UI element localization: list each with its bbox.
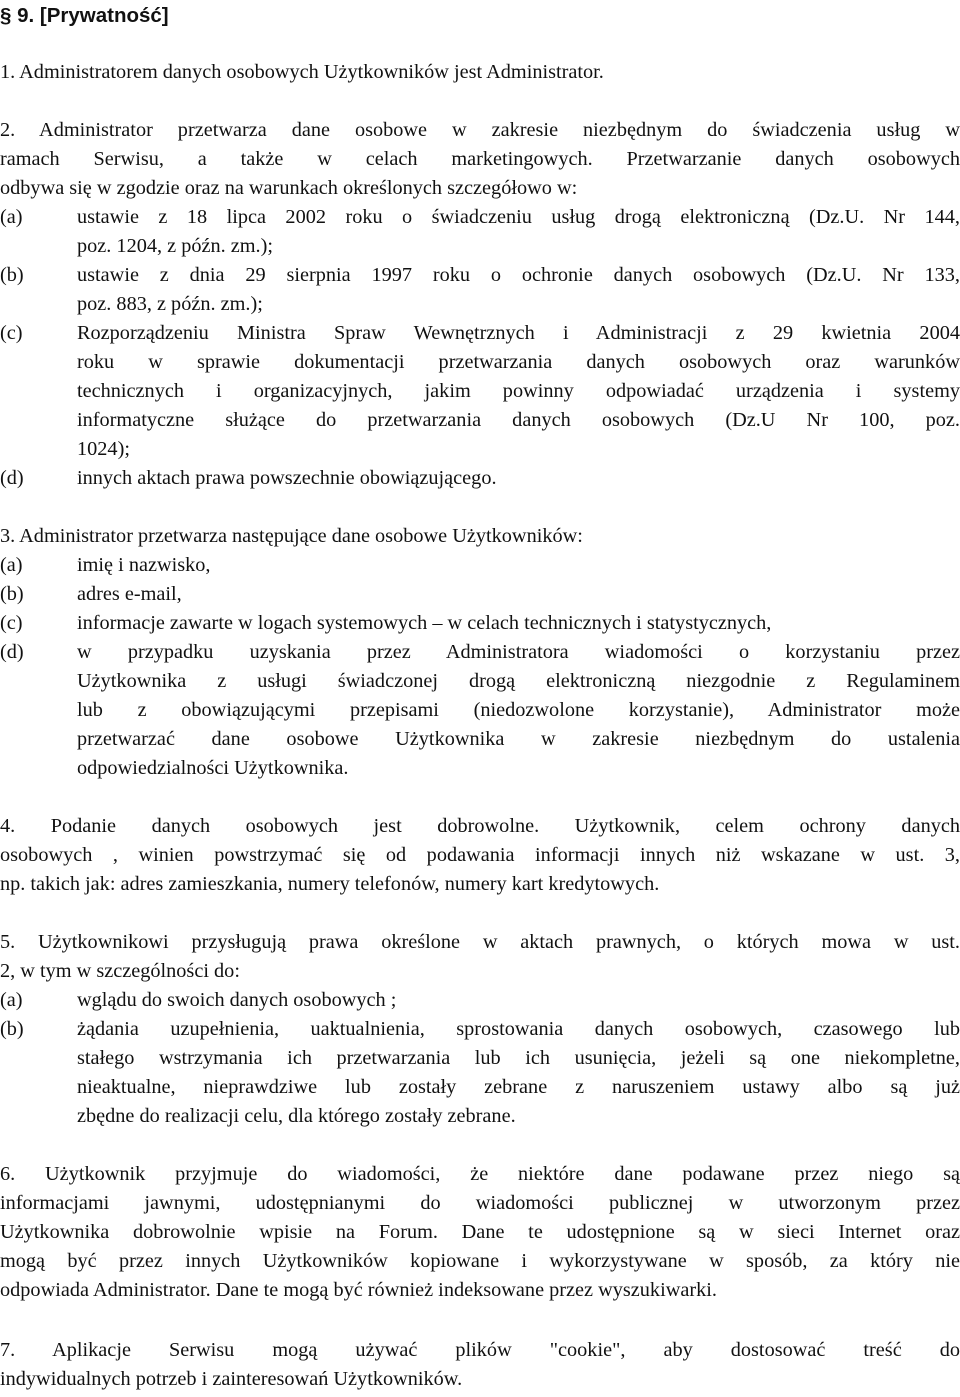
list-item-text: poz. 883, z późn. zm.);: [77, 293, 263, 315]
list-item-text: roku w sprawie dokumentacji przetwarzania danych osobowych oraz warunków: [77, 351, 960, 373]
list-item-label: (b): [0, 1018, 24, 1040]
paragraph-5-line: 2, w tym w szczególności do:: [0, 960, 240, 982]
list-item-text: informatyczne służące do przetwarzania danych osobowych (Dz.U Nr 100, poz.: [77, 409, 960, 431]
list-item-text: Użytkownika z usługi świadczonej drogą elektroniczną niezgodnie z Regulaminem: [77, 670, 960, 692]
paragraph-7-line: 7. Aplikacje Serwisu mogą używać plików "cookie", aby dostosować treść do: [0, 1339, 960, 1361]
paragraph-4-line: osobowych , winien powstrzymać się od podawania informacji innych niż wskazane w ust. 3,: [0, 844, 960, 866]
list-item-label: (c): [0, 612, 23, 634]
list-item-text: wglądu do swoich danych osobowych ;: [77, 989, 397, 1011]
paragraph-6-line: informacjami jawnymi, udostępnianymi do wiadomości publicznej w utworzonym przez: [0, 1192, 960, 1214]
list-item-label: (c): [0, 322, 23, 344]
list-item-text: informacje zawarte w logach systemowych – w celach technicznych i statystycznych,: [77, 612, 772, 634]
list-item-label: (a): [0, 989, 23, 1011]
paragraph-4-line: 4. Podanie danych osobowych jest dobrowolne. Użytkownik, celem ochrony danych: [0, 815, 960, 837]
list-item-label: (a): [0, 206, 23, 228]
list-item-label: (d): [0, 467, 24, 489]
list-item-text: odpowiedzialności Użytkownika.: [77, 757, 349, 779]
list-item-text: stałego wstrzymania ich przetwarzania lub ich usunięcia, jeżeli są one niekompletne,: [77, 1047, 960, 1069]
paragraph-2-line: ramach Serwisu, a także w celach marketingowych. Przetwarzanie danych osobowych: [0, 148, 960, 170]
list-item-text: imię i nazwisko,: [77, 554, 211, 576]
list-item-text: adres e-mail,: [77, 583, 182, 605]
paragraph-6-line: mogą być przez innych Użytkowników kopiowane i wykorzystywane w sposób, za który nie: [0, 1250, 960, 1272]
paragraph-4-line: np. takich jak: adres zamieszkania, numery telefonów, numery kart kredytowych.: [0, 873, 660, 895]
list-item-label: (b): [0, 583, 24, 605]
list-item-text: lub z obowiązującymi przepisami (niedozwolone korzystanie), Administrator może: [77, 699, 960, 721]
list-item-text: przetwarzać dane osobowe Użytkownika w zakresie niezbędnym do ustalenia: [77, 728, 960, 750]
paragraph-2-line: odbywa się w zgodzie oraz na warunkach określonych szczegółowo w:: [0, 177, 578, 199]
paragraph-6-line: 6. Użytkownik przyjmuje do wiadomości, że niektóre dane podawane przez niego są: [0, 1163, 960, 1185]
paragraph-2-line: 2. Administrator przetwarza dane osobowe w zakresie niezbędnym do świadczenia usług w: [0, 119, 960, 141]
list-item-text: nieaktualne, nieprawdziwe lub zostały zebrane z naruszeniem ustawy albo są już: [77, 1076, 960, 1098]
list-item-text: 1024);: [77, 438, 130, 460]
list-item-text: technicznych i organizacyjnych, jakim powinny odpowiadać urządzenia i systemy: [77, 380, 960, 402]
list-item-label: (a): [0, 554, 23, 576]
list-item-text: ustawie z dnia 29 sierpnia 1997 roku o ochronie danych osobowych (Dz.U. Nr 133,: [77, 264, 960, 286]
paragraph-6-line: odpowiada Administrator. Dane te mogą być również indeksowane przez wyszukiwarki.: [0, 1279, 717, 1301]
list-item-label: (d): [0, 641, 24, 663]
paragraph-3-line: 3. Administrator przetwarza następujące dane osobowe Użytkowników:: [0, 525, 583, 547]
list-item-text: w przypadku uzyskania przez Administratora wiadomości o korzystaniu przez: [77, 641, 960, 663]
paragraph-7-line: indywidualnych potrzeb i zainteresowań Użytkowników.: [0, 1368, 463, 1390]
paragraph-1-line: 1. Administratorem danych osobowych Użytkowników jest Administrator.: [0, 61, 604, 83]
list-item-text: ustawie z 18 lipca 2002 roku o świadczeniu usług drogą elektroniczną (Dz.U. Nr 144,: [77, 206, 960, 228]
list-item-text: poz. 1204, z późn. zm.);: [77, 235, 273, 257]
list-item-text: zbędne do realizacji celu, dla którego zostały zebrane.: [77, 1105, 516, 1127]
section-heading: § 9. [Prywatność]: [0, 4, 169, 27]
paragraph-6-line: Użytkownika dobrowolnie wpisie na Forum. Dane te udostępnione są w sieci Internet oraz: [0, 1221, 960, 1243]
paragraph-5-line: 5. Użytkownikowi przysługują prawa określone w aktach prawnych, o których mowa w ust.: [0, 931, 960, 953]
list-item-text: innych aktach prawa powszechnie obowiązującego.: [77, 467, 497, 489]
list-item-text: żądania uzupełnienia, uaktualnienia, sprostowania danych osobowych, czasowego lub: [77, 1018, 960, 1040]
list-item-label: (b): [0, 264, 24, 286]
list-item-text: Rozporządzeniu Ministra Spraw Wewnętrznych i Administracji z 29 kwietnia 2004: [77, 322, 960, 344]
